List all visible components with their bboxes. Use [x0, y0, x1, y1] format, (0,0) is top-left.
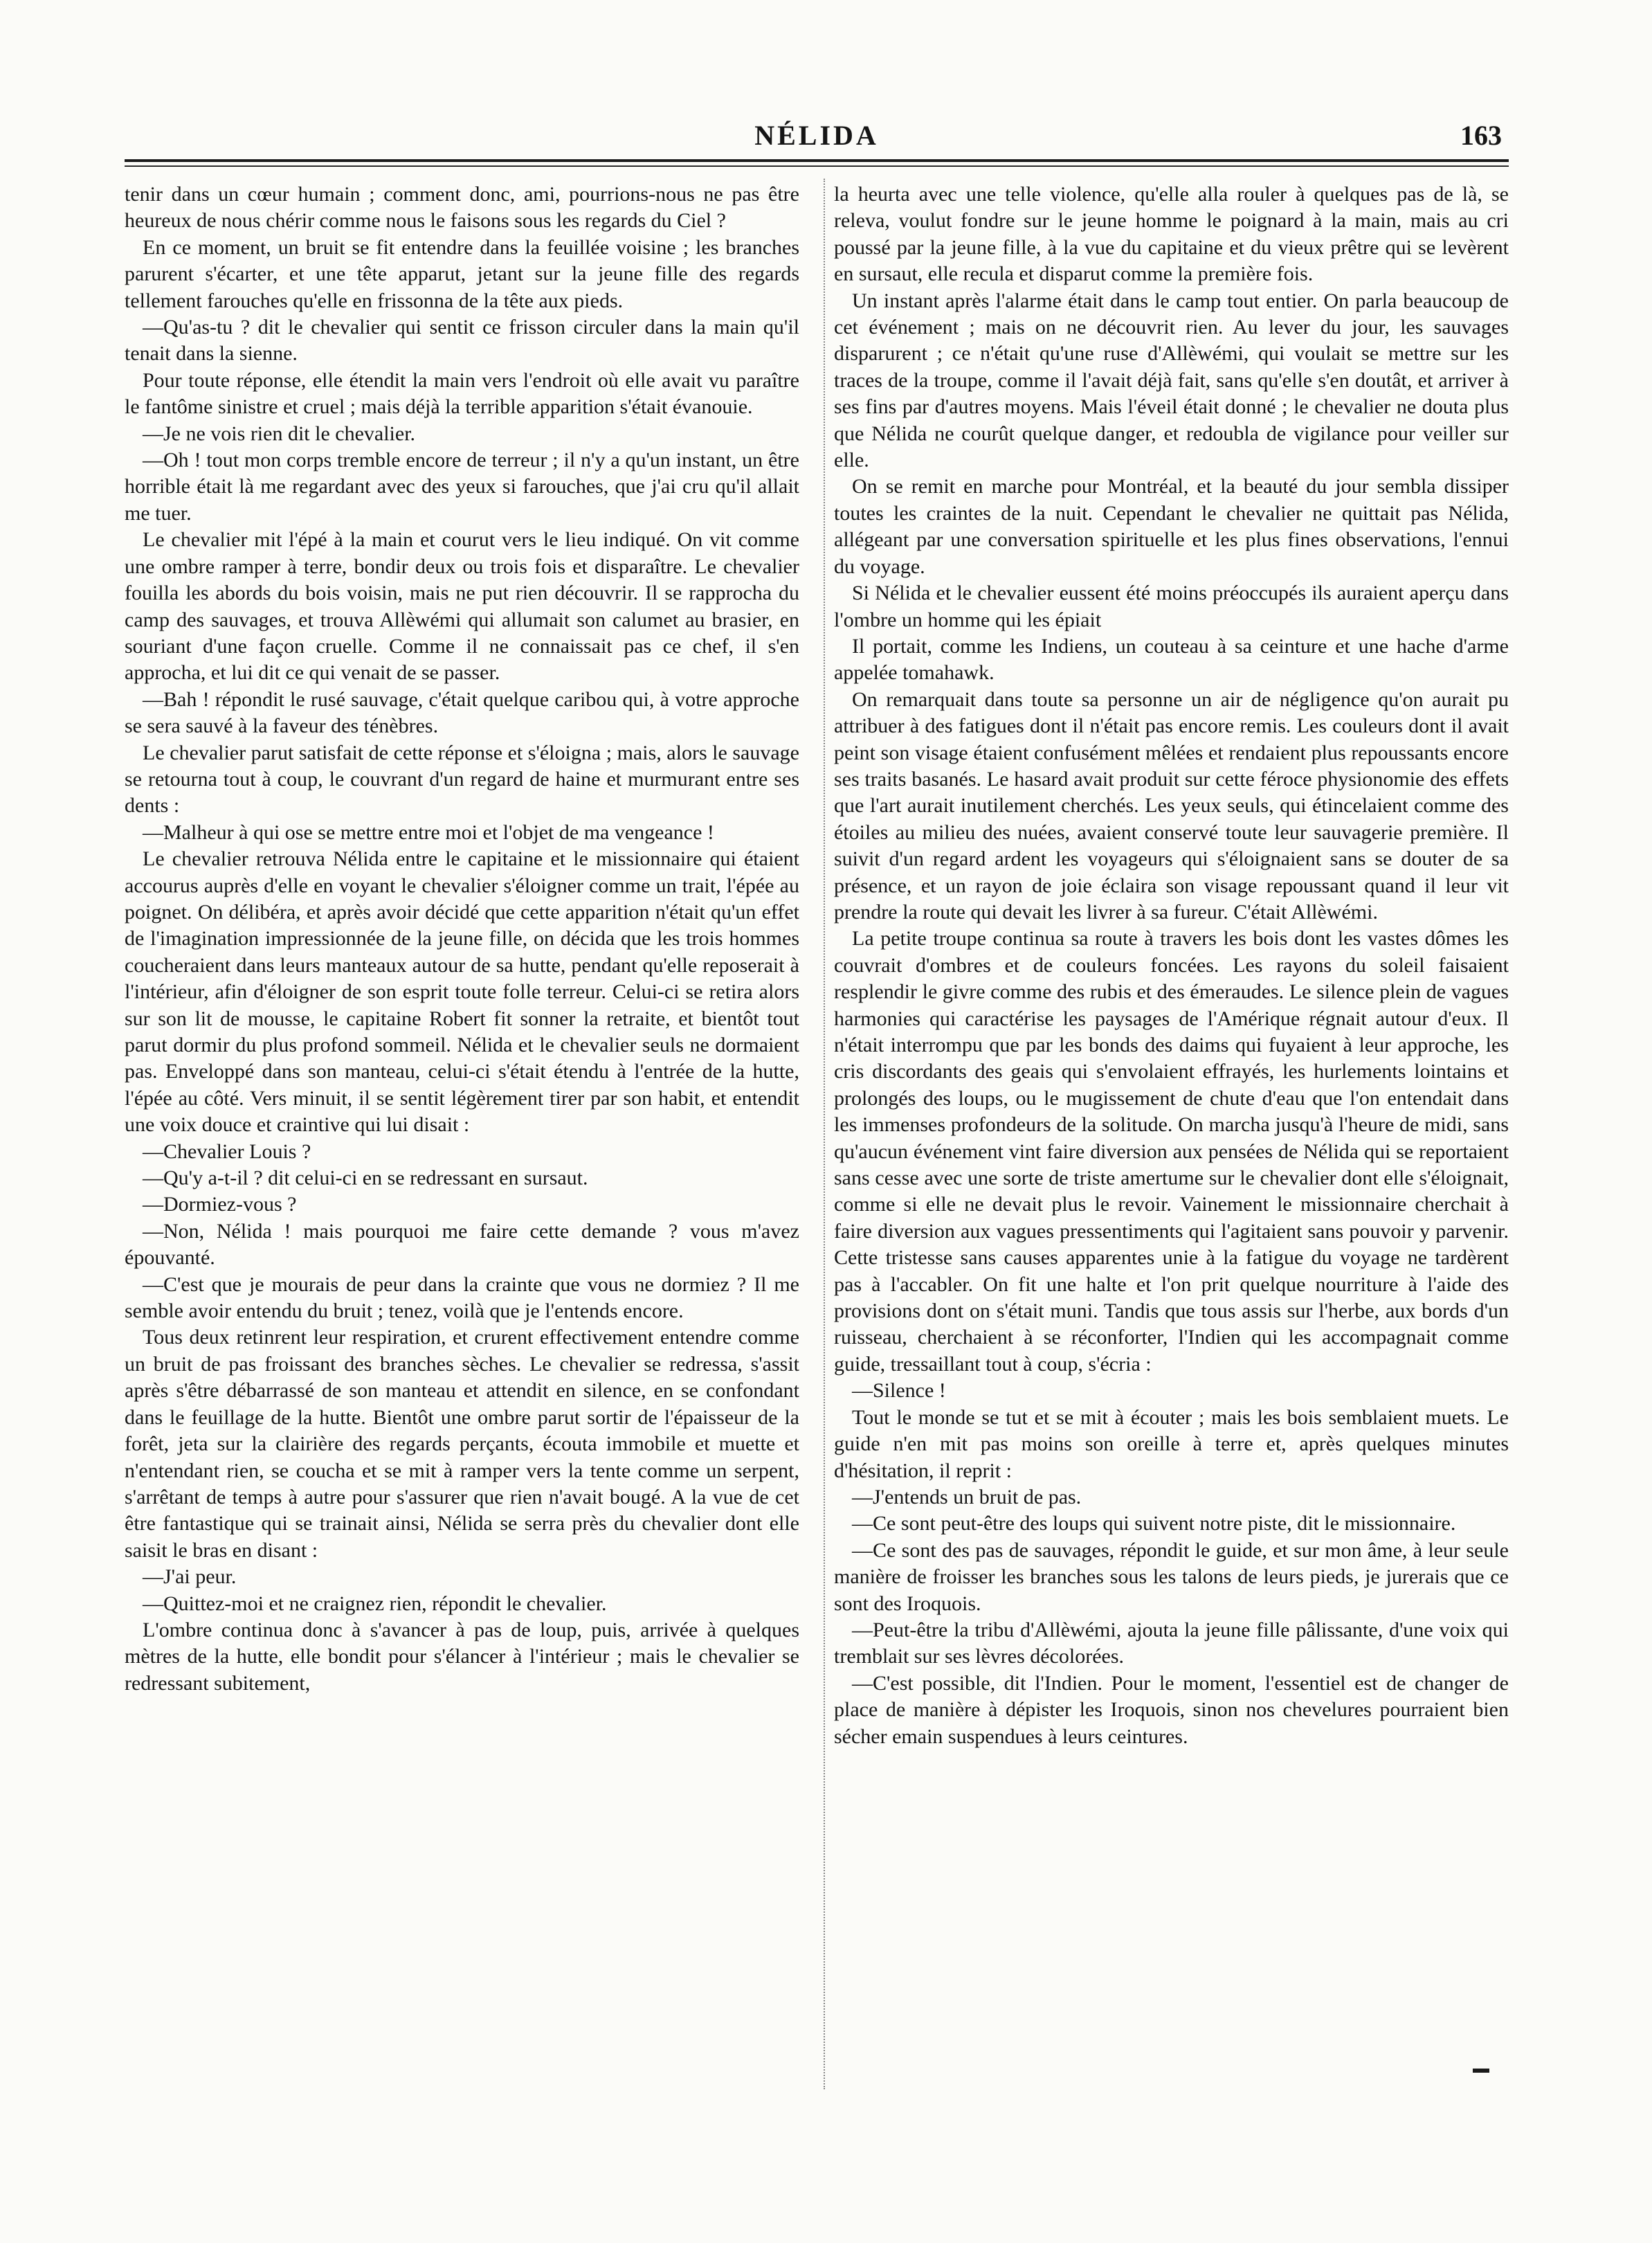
- left-column: [125, 181, 799, 2092]
- dialogue-line: —Ce sont des pas de sauvages, répondit le guide, et sur mon âme, à leur seule manière de froisser les branches sous les talons de leurs pieds, je jurerais que ce sont des Iroquois.: [834, 1538, 1509, 1615]
- dialogue-line: —Quittez-moi et ne craignez rien, répondit le chevalier.: [143, 1592, 607, 1615]
- dialogue-line: —Oh ! tout mon corps tremble encore de terreur ; il n'y a qu'un instant, un être horrible était là me regardant avec des yeux si farouches, que j'ai cru qu'il allait me tuer.: [125, 449, 799, 525]
- dialogue-line: —Qu'as-tu ? dit le chevalier qui sentit ce frisson circuler dans la main qu'il tenait dans la sienne.: [125, 316, 799, 366]
- header-rule-thin: [125, 165, 1509, 167]
- paragraph: Tous deux retinrent leur respiration, et crurent effectivement entendre comme un bruit de pas froissant des branches sèches. Le chevalier se redressa, s'assit après s'être débarrassé de son manteau et attendit en silence, en se confondant dans le feuillage de la hutte. Bientôt une ombre parut sortir de l'épaisseur de la forêt, jeta sur la clairière des regards perçants, écouta immobile et muette et n'entendant rien, se coucha et se mit à ramper vers la tente comme un serpent, s'arrêtant de temps à autre pour s'assurer que rien n'avait bougé. A la vue de cet être fantastique qui se trainait ainsi, Nélida se serra près du chevalier dont elle saisit le bras en disant :: [125, 1326, 799, 1562]
- dialogue-line: —Je ne vois rien dit le chevalier.: [143, 422, 416, 445]
- dialogue-line: —Ce sont peut-être des loups qui suivent notre piste, dit le missionnaire.: [852, 1512, 1456, 1535]
- dialogue-line: —Silence !: [852, 1379, 946, 1403]
- column-divider: [824, 179, 826, 2089]
- dialogue-line: —Chevalier Louis ?: [143, 1139, 311, 1163]
- paragraph: Pour toute réponse, elle étendit la main vers l'endroit où elle avait vu paraître le fantôme sinistre et cruel ; mais déjà la terrible apparition s'était évanouie.: [125, 368, 799, 419]
- dialogue-line: —C'est possible, dit l'Indien. Pour le moment, l'essentiel est de changer de place de manière à dépister les Iroquois, sinon nos chevelures pourraient bien sécher emain suspendues à leurs ceintures.: [834, 1671, 1509, 1748]
- paragraph: Il portait, comme les Indiens, un couteau à sa ceinture et une hache d'arme appelée tomahawk.: [834, 634, 1509, 685]
- header-rule-thick: [125, 159, 1509, 162]
- dialogue-line: —Non, Nélida ! mais pourquoi me faire cette demande ? vous m'avez épouvanté.: [125, 1219, 799, 1270]
- paragraph: la heurta avec une telle violence, qu'elle alla rouler à quelques pas de là, se releva, voulut fondre sur le jeune homme le poignard à la main, mais au cri poussé par la jeune fille, à la vue du capitaine et du vieux prêtre qui se levèrent en sursaut, elle recula et disparut comme la première fois.: [834, 183, 1509, 286]
- dialogue-line: —Dormiez-vous ?: [143, 1193, 297, 1216]
- running-title: NÉLIDA: [754, 120, 879, 151]
- dialogue-line: —J'entends un bruit de pas.: [852, 1485, 1082, 1508]
- page-number: 163: [1460, 120, 1502, 151]
- paragraph: Un instant après l'alarme était dans le camp tout entier. On parla beaucoup de cet événement ; mais on ne découvrit rien. Au lever du jour, les sauvages disparurent ; ce n'était qu'une ruse d'Allèwémi, qui voulait se mettre sur les traces de la troupe, comme il l'avait déjà fait, sans qu'elle s'en doutât, et arriver à ses fins par d'autres moyens. Mais l'éveil était donné ; le chevalier ne douta plus que Nélida ne courût quelque danger, et redoubla de vigilance pour veiller sur elle.: [834, 289, 1509, 472]
- dialogue-line: —J'ai peur.: [143, 1565, 237, 1589]
- dialogue-line: —C'est que je mourais de peur dans la crainte que vous ne dormiez ? Il me semble avoir entendu du bruit ; tenez, voilà que je l'entends encore.: [125, 1272, 799, 1323]
- paragraph: En ce moment, un bruit se fit entendre dans la feuillée voisine ; les branches parurent s'écarter, et une tête apparut, jetant sur la jeune fille des regards tellement farouches qu'elle en frissonna de la tête aux pieds.: [125, 235, 799, 312]
- dialogue-line: —Bah ! répondit le rusé sauvage, c'était quelque caribou qui, à votre approche se sera sauvé à la faveur des ténèbres.: [125, 687, 799, 738]
- dialogue-line: —Qu'y a-t-il ? dit celui-ci en se redressant en sursaut.: [143, 1166, 588, 1190]
- paragraph: L'ombre continua donc à s'avancer à pas de loup, puis, arrivée à quelques mètres de la hutte, elle bondit pour s'élancer à l'intérieur ; mais le chevalier se redressant subitement,: [125, 1618, 799, 1695]
- right-column: [834, 181, 1509, 2092]
- dialogue-line: —Peut-être la tribu d'Allèwémi, ajouta la jeune fille pâlissante, d'une voix qui tremblait sur ses lèvres décolorées.: [834, 1618, 1509, 1668]
- ink-mark: [1473, 2069, 1489, 2073]
- paragraph: On remarquait dans toute sa personne un air de négligence qu'on aurait pu attribuer à des fatigues dont il n'était pas encore remis. Les couleurs dont il avait peint son visage étaient confusément mêlées et rendaient plus repoussants encore ses traits basanés. Le hasard avait produit sur cette féroce physionomie des effets que l'art aurait inutilement cherchés. Les yeux seuls, qui étincelaient comme des étoiles au milieu des nuées, avaient conservé toute leur sauvagerie première. Il suivit d'un regard ardent les voyageurs qui s'éloignaient sans se douter de sa présence, et un rayon de joie éclaira son visage repoussant quand il leur vit prendre la route qui devait les livrer à sa fureur. C'était Allèwémi.: [834, 687, 1509, 924]
- paragraph: La petite troupe continua sa route à travers les bois dont les vastes dômes les couvrait d'ombres et de couleurs foncées. Les rayons du soleil faisaient resplendir le givre comme des rubis et des émeraudes. Le silence plein de vagues harmonies qui caractérise les paysages de l'Amérique régnait autour d'eux. Il n'était interrompu que par les bonds des daims qui fuyaient à leur approche, les cris discordants des geais qui s'envolaient effrayés, les hurlements lointains et prolongés des loups, ou le mugissement de chute d'eau que l'on entendait dans les immenses profondeurs de la solitude. On marcha jusqu'à l'heure de midi, sans qu'aucun événement vint faire diversion aux pensées de Nélida qui se reportaient sans cesse avec une sorte de triste amertume sur le chevalier dont elle s'éloignait, comme si elle ne devait plus le revoir. Vainement le missionnaire cherchait à faire diversion aux vagues pressentiments qui l'agitaient sans pouvoir y parvenir. Cette tristesse sans causes apparentes unie à la fatigue du voyage ne tardèrent pas à l'accabler. On fit une halte et l'on prit quelque nourriture à l'aide des provisions dont on s'était muni. Tandis que tous assis sur l'herbe, aux bords d'un ruisseau, cherchaient à se réconforter, l'Indien qui les accompagnait comme guide, tressaillant tout à coup, s'écria :: [834, 927, 1509, 1376]
- paragraph: Tout le monde se tut et se mit à écouter ; mais les bois semblaient muets. Le guide n'en mit pas moins son oreille à terre et, après quelques minutes d'hésitation, il reprit :: [834, 1405, 1509, 1482]
- paragraph: On se remit en marche pour Montréal, et la beauté du jour sembla dissiper toutes les craintes de la nuit. Cependant le chevalier ne quittait pas Nélida, allégeant par une conversation spirituelle et les plus fines observations, l'ennui du voyage.: [834, 475, 1509, 578]
- page-header: [125, 119, 1509, 154]
- paragraph: Si Nélida et le chevalier eussent été moins préoccupés ils auraient aperçu dans l'ombre un homme qui les épiait: [834, 582, 1509, 631]
- paragraph: Le chevalier mit l'épé à la main et courut vers le lieu indiqué. On vit comme une ombre ramper à terre, bondir deux ou trois fois et disparaître. Le chevalier fouilla les abords du bois voisin, mais ne put rien découvrir. Il se rapprocha du camp des sauvages, et trouva Allèwémi qui allumait son calumet au brasier, en souriant d'une façon cruelle. Comme il ne connaissait pas ce chef, il s'en approcha, et lui dit ce qui venait de se passer.: [125, 528, 799, 685]
- paragraph: Le chevalier retrouva Nélida entre le capitaine et le missionnaire qui étaient accourus auprès d'elle en voyant le chevalier s'éloigner comme un trait, l'épée au poignet. On délibéra, et après avoir décidé que cette apparition n'était qu'un effet de l'imagination impressionnée de la jeune fille, on décida que les trois hommes coucheraient dans leurs manteaux autour de sa hutte, pendant qu'elle reposerait à l'intérieur, afin d'éloigner de son esprit toute folle terreur. Celui-ci se retira alors sur son lit de mousse, le capitaine Robert fit sonner la retraite, et bientôt tout parut dormir du plus profond sommeil. Nélida et le chevalier seuls ne dormaient pas. Enveloppé dans son manteau, celui-ci s'était étendu à l'entrée de la hutte, l'épée au côté. Vers minuit, il se sentit légèrement tirer par son habit, et entendit une voix douce et craintive qui lui disait :: [125, 847, 799, 1137]
- dialogue-line: —Malheur à qui ose se mettre entre moi et l'objet de ma vengeance !: [143, 820, 714, 844]
- paragraph: Le chevalier parut satisfait de cette réponse et s'éloigna ; mais, alors le sauvage se retourna tout à coup, le couvrant d'un regard de haine et murmurant entre ses dents :: [125, 741, 799, 818]
- paragraph: tenir dans un cœur humain ; comment donc, ami, pourrions-nous ne pas être heureux de nous chérir comme nous le faisons sous les regards du Ciel ?: [125, 183, 799, 233]
